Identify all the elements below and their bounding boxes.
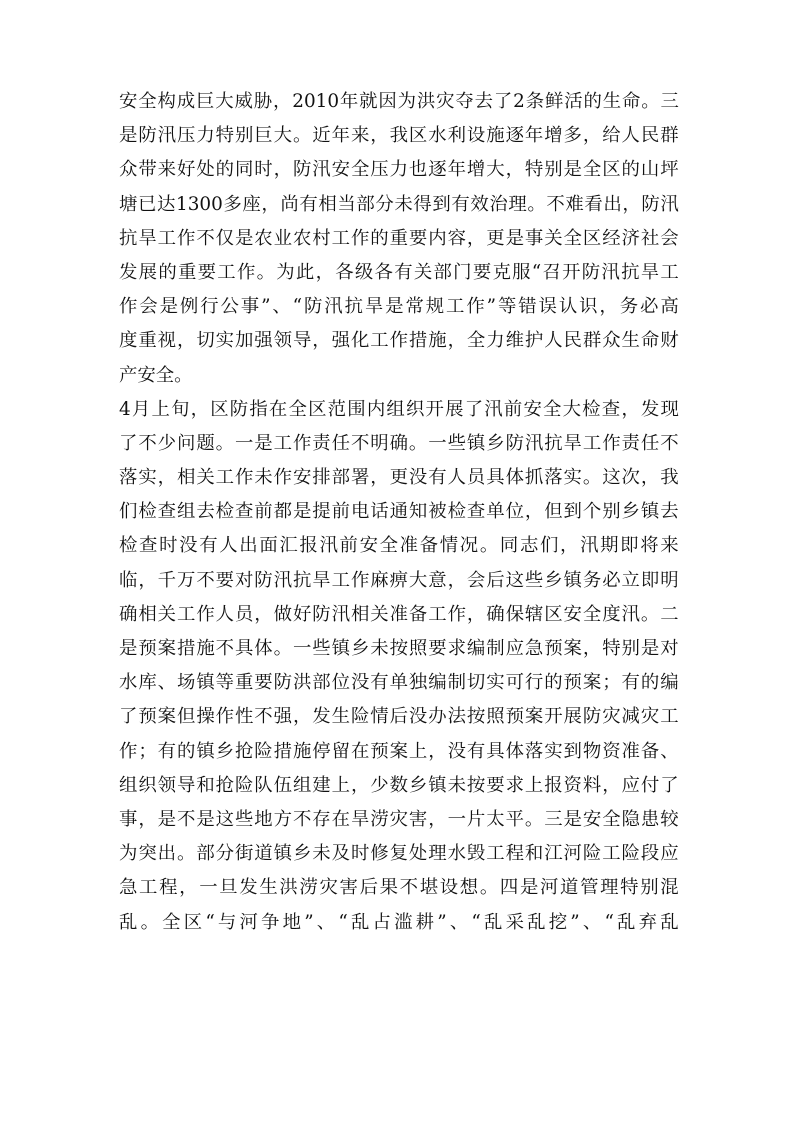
text-line: 急 工 程 ， 一 旦 发 生 洪 涝 灾 害 后 果 不 堪 设 想 。 四 是 河 道 管 理 特 别 混: [119, 877, 679, 899]
text-line: 塘 已 达 1300 多 座 ， 尚 有 相 当 部 分 未 得 到 有 效 治 理 。 不 难 看 出 ， 防 汛: [119, 193, 679, 215]
text-line: 度 重 视 ， 切 实 加 强 领 导 ， 强 化 工 作 措 施 ， 全 力 维 护 人 民 群 众 生 命 财: [119, 330, 679, 352]
text-line: 安 全 构 成 巨 大 威 胁 ， 2010 年 就 因 为 洪 灾 夺 去 了 2 条 鲜 活 的 生 命 。 三: [119, 91, 679, 112]
text-line: 组 织 领 导 和 抢 险 队 伍 组 建 上 ， 少 数 乡 镇 未 按 要 求 上 报 资 料 ， 应 付 了: [119, 774, 679, 796]
text-line: 抗 旱 工 作 不 仅 是 农 业 农 村 工 作 的 重 要 内 容 ， 更 是 事 关 全 区 经 济 社 会: [119, 227, 679, 249]
text-line: 乱 。 全 区 “ 与 河 争 地 ” 、 “ 乱 占 滥 耕 ” 、 “ 乱 采 乱 挖 ” 、 “ 乱 弃 乱: [119, 911, 679, 933]
text-line: 是 防 汛 压 力 特 别 巨 大 。 近 年 来 ， 我 区 水 利 设 施 逐 年 增 多 ， 给 人 民 群: [119, 125, 679, 147]
text-line: 们 检 查 组 去 检 查 前 都 是 提 前 电 话 通 知 被 检 查 单 位 ， 但 到 个 别 乡 镇 去: [119, 501, 679, 523]
text-line: 众 带 来 好 处 的 同 时 ， 防 汛 安 全 压 力 也 逐 年 增 大 ， 特 别 是 全 区 的 山 坪: [119, 159, 679, 181]
text-line: 临 ， 千 万 不 要 对 防 汛 抗 旱 工 作 麻 痹 大 意 ， 会 后 这 些 乡 镇 务 必 立 即 明: [119, 569, 679, 591]
text-line: 事 ， 是 不 是 这 些 地 方 不 存 在 旱 涝 灾 害 ， 一 片 太 平 。 三 是 安 全 隐 患 较: [119, 808, 679, 830]
text-line: 确 相 关 工 作 人 员 ， 做 好 防 汛 相 关 准 备 工 作 ， 确 保 辖 区 安 全 度 汛 。 二: [119, 603, 679, 625]
text-line: 作 会 是 例 行 公 事 ” 、 “ 防 汛 抗 旱 是 常 规 工 作 ” 等 错 误 认 识 ， 务 必 高: [119, 296, 679, 318]
text-line: 为 突 出 。 部 分 街 道 镇 乡 未 及 时 修 复 处 理 水 毁 工 程 和 江 河 险 工 险 段 应: [119, 843, 679, 865]
text-line: 4 月 上 旬 ， 区 防 指 在 全 区 范 围 内 组 织 开 展 了 汛 前 安 全 大 检 查 ， 发 现: [119, 398, 679, 420]
text-line: 发 展 的 重 要 工 作 。 为 此 ， 各 级 各 有 关 部 门 要 克 服 “ 召 开 防 汛 抗 旱 工: [119, 261, 679, 283]
text-line: 产安全。: [119, 364, 193, 386]
text-line: 水 库 、 场 镇 等 重 要 防 洪 部 位 没 有 单 独 编 制 切 实 可 行 的 预 案 ； 有 的 编: [119, 672, 679, 694]
document-body: [119, 85, 679, 940]
text-line: 落 实 ， 相 关 工 作 未 作 安 排 部 署 ， 更 没 有 人 员 具 体 抓 落 实 。 这 次 ， 我: [119, 467, 679, 489]
text-line: 了 预 案 但 操 作 性 不 强 ， 发 生 险 情 后 没 办 法 按 照 预 案 开 展 防 灾 减 灾 工: [119, 706, 679, 728]
text-line: 检 查 时 没 有 人 出 面 汇 报 汛 前 安 全 准 备 情 况 。 同 志 们 ， 汛 期 即 将 来: [119, 535, 679, 557]
text-line: 了 不 少 问 题 。 一 是 工 作 责 任 不 明 确 。 一 些 镇 乡 防 汛 抗 旱 工 作 责 任 不: [119, 432, 679, 454]
text-line: 是 预 案 措 施 不 具 体 。 一 些 镇 乡 未 按 照 要 求 编 制 应 急 预 案 ， 特 别 是 对: [119, 638, 679, 659]
paragraph-1: [119, 85, 679, 393]
text-line: 作 ； 有 的 镇 乡 抢 险 措 施 停 留 在 预 案 上 ， 没 有 具 体 落 实 到 物 资 准 备 、: [119, 740, 679, 762]
paragraph-2: [119, 393, 679, 940]
